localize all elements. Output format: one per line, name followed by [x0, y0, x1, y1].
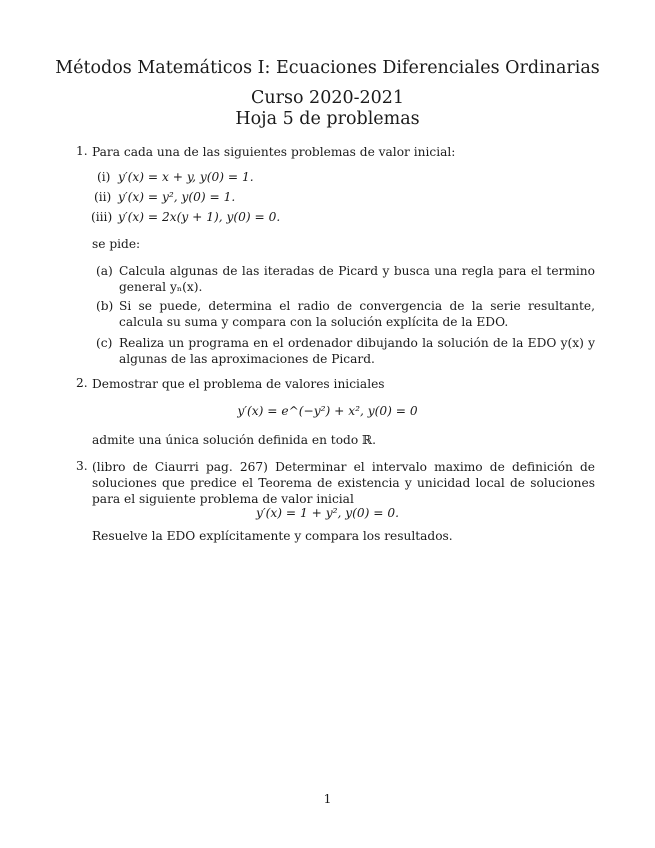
task-a-label: (a)	[96, 264, 113, 278]
task-a-text: Calcula algunas de las iteradas de Picard y busca una regla para el termino general yₙ(x).	[119, 264, 595, 294]
ivp-2-equation: y′(x) = y², y(0) = 1.	[118, 190, 236, 204]
ivp-3-equation: y′(x) = 2x(y + 1), y(0) = 0.	[118, 210, 281, 224]
problem-3-number: 3.	[76, 459, 88, 473]
ivp-1-label: (i)	[97, 170, 111, 184]
task-c-label: (c)	[96, 336, 113, 350]
task-c-text: Realiza un programa en el ordenador dibujando la solución de la EDO y(x) y algunas de las aproximaciones de Picard.	[119, 336, 595, 366]
sheet-label: Hoja 5 de problemas	[235, 109, 420, 129]
ivp-3-label: (iii)	[91, 210, 113, 224]
problem-2-equation: y′(x) = e^(−y²) + x², y(0) = 0	[237, 404, 418, 418]
problem-3-equation: y′(x) = 1 + y², y(0) = 0.	[256, 506, 399, 520]
problem-1-number: 1.	[76, 144, 88, 158]
se-pide-label: se pide:	[92, 237, 141, 251]
document-title: Métodos Matemáticos I: Ecuaciones Diferenciales Ordinarias	[55, 58, 600, 78]
task-b-text: Si se puede, determina el radio de convergencia de la serie resultante, calcula su suma y compara con la solución explícita de la EDO.	[119, 299, 595, 329]
problem-3-closing: Resuelve la EDO explícitamente y compara los resultados.	[92, 529, 453, 543]
task-b-label: (b)	[96, 299, 114, 313]
problem-3-text: (libro de Ciaurri pag. 267) Determinar el intervalo maximo de definición de soluciones que predice el Teorema de existencia y unicidad local de soluciones para el siguiente problema de valor inicial	[92, 460, 595, 506]
course-label: Curso 2020-2021	[250, 88, 405, 108]
problem-1-intro: Para cada una de las siguientes problemas de valor inicial:	[92, 145, 456, 159]
ivp-1-equation: y′(x) = x + y, y(0) = 1.	[118, 170, 254, 184]
page-number: 1	[323, 792, 332, 806]
problem-2-conclusion: admite una única solución definida en todo ℝ.	[92, 433, 377, 447]
problem-2-number: 2.	[76, 376, 88, 390]
ivp-2-label: (ii)	[94, 190, 112, 204]
problem-2-intro: Demostrar que el problema de valores iniciales	[92, 377, 385, 391]
